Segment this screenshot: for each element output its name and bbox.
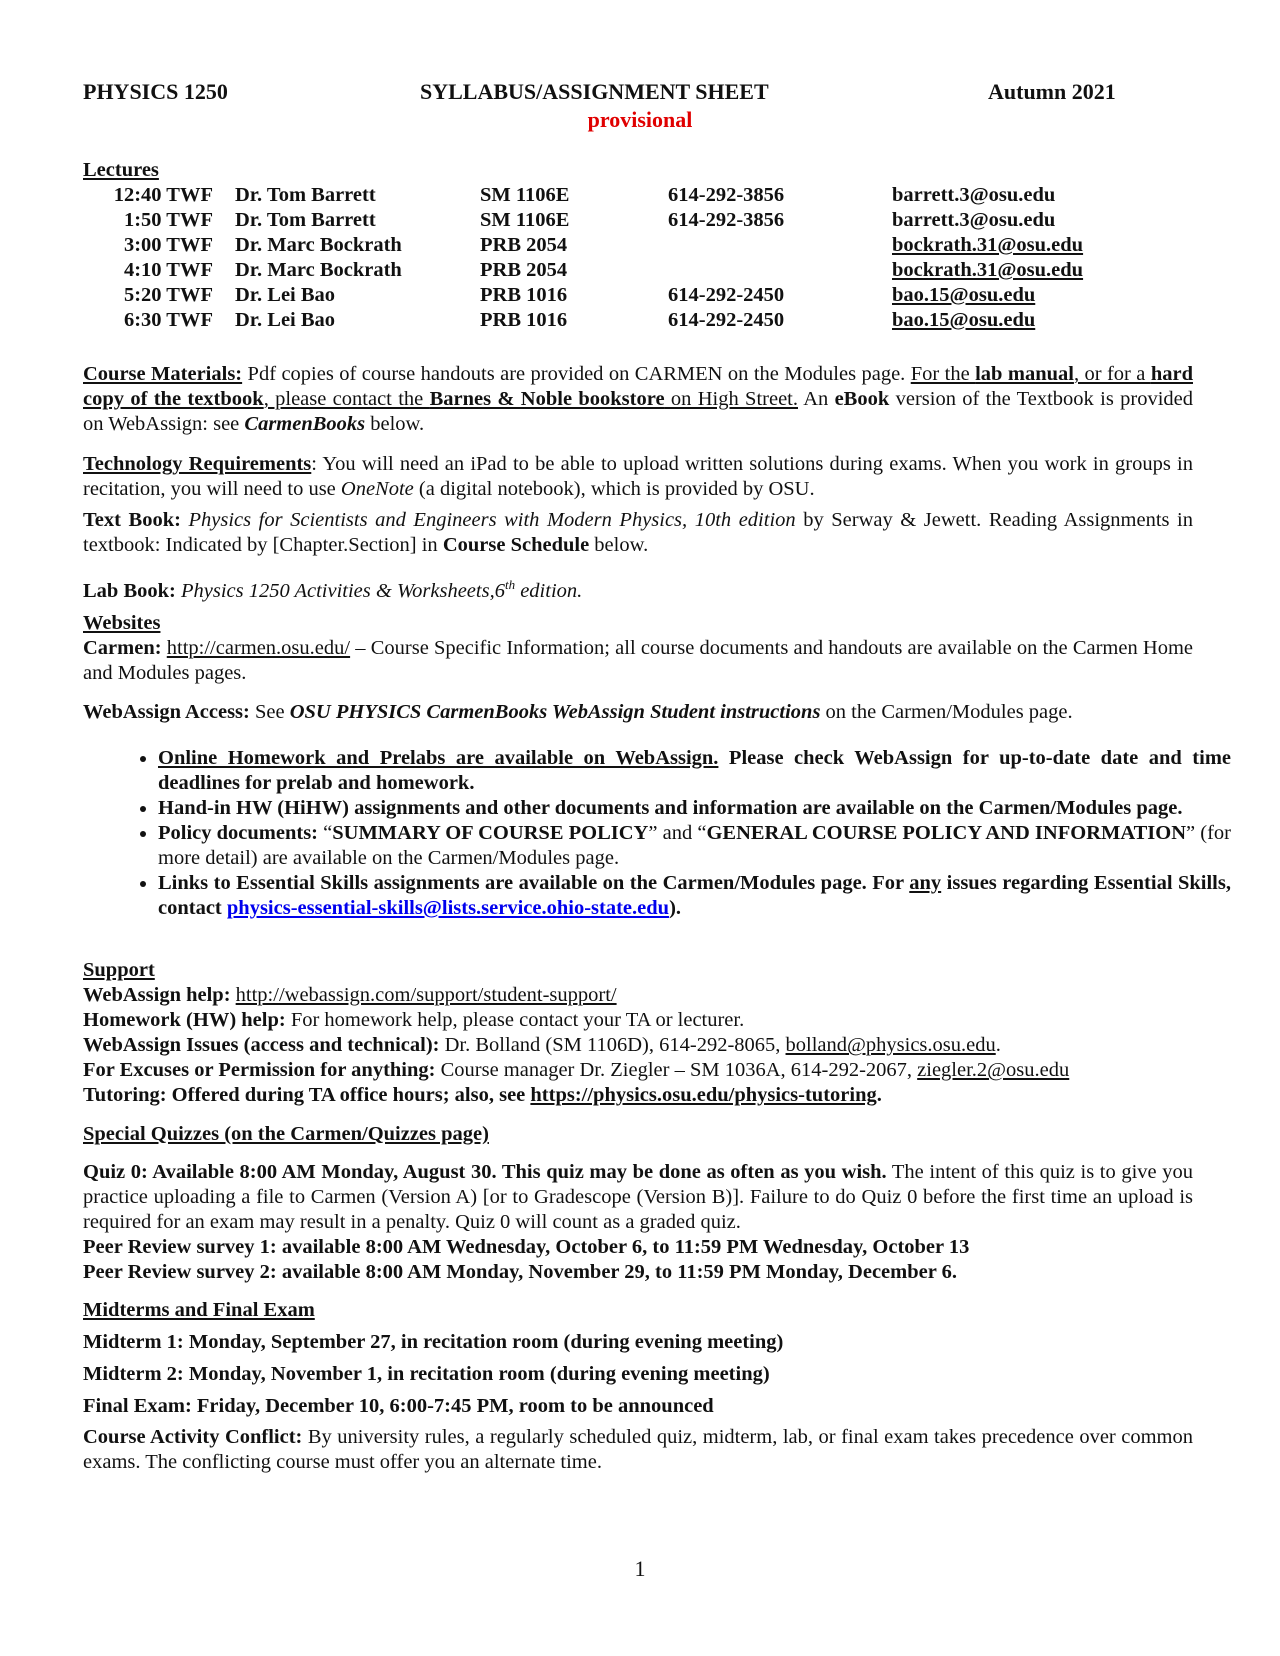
lecture-email[interactable]: bao.15@osu.edu	[892, 284, 1036, 306]
tutoring-link[interactable]: https://physics.osu.edu/physics-tutoring	[530, 1084, 877, 1106]
tutoring: Tutoring: Offered during TA office hours; also, see https://physics.osu.edu/physics-tutoring.	[83, 1084, 882, 1106]
course-code: PHYSICS 1250	[83, 79, 228, 104]
list-item: • Hand-in HW (HiHW) assignments and other documents and information are available on the Carmen/Modules page.	[158, 796, 1231, 821]
lecture-instructor: Dr. Tom Barrett	[235, 184, 376, 206]
lecture-instructor: Dr. Lei Bao	[235, 284, 336, 306]
lecture-time: 3:00 TWF	[123, 234, 213, 256]
lecture-instructor: Dr. Marc Bockrath	[235, 259, 402, 281]
bolland-email-link[interactable]: bolland@physics.osu.edu	[785, 1034, 996, 1056]
bookstore-note: For the lab manual, or for a hard copy of the textbook, please contact the Barnes & Noble bookstore on High Street.	[83, 363, 1193, 410]
list-item: • Policy documents: “SUMMARY OF COURSE POLICY” and “GENERAL COURSE POLICY AND INFORMATION” (for more detail) are available on the Carmen/Modules page.	[158, 821, 1231, 871]
lecture-row	[83, 183, 1102, 208]
lecture-email[interactable]: barrett.3@osu.edu	[892, 209, 1056, 231]
lecture-time: 5:20 TWF	[123, 284, 213, 306]
lecture-email[interactable]: bockrath.31@osu.edu	[892, 234, 1084, 256]
websites-heading: Websites	[83, 612, 161, 634]
lecture-room: PRB 2054	[480, 234, 568, 256]
course-activity-conflict: Course Activity Conflict: By university rules, a regularly scheduled quiz, midterm, lab, or final exam takes precedence over common exams. The conflicting course must offer you an alternate time.	[83, 1426, 1193, 1473]
excuses-permission: For Excuses or Permission for anything: Course manager Dr. Ziegler – SM 1036A, 614-292-2067, ziegler.2@osu.edu	[83, 1059, 1070, 1081]
final-exam: Final Exam: Friday, December 10, 6:00-7:45 PM, room to be announced	[83, 1395, 714, 1417]
lecture-row	[83, 283, 1102, 308]
carmen-link[interactable]: http://carmen.osu.edu/	[166, 637, 351, 659]
support-heading: Support	[83, 959, 155, 981]
essential-skills-email-link[interactable]: physics-essential-skills@lists.service.ohio-state.edu	[226, 897, 670, 919]
midterm-1: Midterm 1: Monday, September 27, in recitation room (during evening meeting)	[83, 1331, 784, 1353]
webassign-support-link[interactable]: http://webassign.com/support/student-support/	[235, 984, 617, 1006]
technology-label: Technology Requirements	[83, 453, 312, 475]
peer-review-1: Peer Review survey 1: available 8:00 AM Wednesday, October 6, to 11:59 PM Wednesday, October 13	[83, 1236, 970, 1258]
exams-heading: Midterms and Final Exam	[83, 1299, 315, 1321]
lecture-row	[83, 208, 1102, 233]
lecture-room: PRB 1016	[480, 309, 568, 331]
lecture-time: 1:50 TWF	[123, 209, 213, 231]
quizzes-heading: Special Quizzes (on the Carmen/Quizzes page)	[83, 1123, 489, 1145]
lectures-heading: Lectures	[83, 159, 159, 181]
lecture-phone: 614-292-2450	[668, 284, 785, 306]
page-number: 1	[634, 1556, 646, 1581]
text-book: Text Book: Physics for Scientists and Engineers with Modern Physics, 10th edition by Serway & Jewett. Reading Assignments in textbook: Indicated by [Chapter.Section] in Course Schedule below.	[83, 509, 1193, 556]
lecture-row	[83, 233, 1102, 258]
technology-requirements: Technology Requirements: You will need an iPad to be able to upload written solutions during exams. When you work in groups in recitation, you will need to use OneNote (a digital notebook), which is provided by OSU.	[83, 453, 1193, 500]
lecture-instructor: Dr. Marc Bockrath	[235, 234, 402, 256]
course-materials-label: Course Materials:	[83, 363, 243, 385]
webassign-help: WebAssign help: http://webassign.com/support/student-support/	[83, 984, 617, 1006]
lecture-phone: 614-292-3856	[668, 209, 785, 231]
lecture-time: 4:10 TWF	[123, 259, 213, 281]
document-title: SYLLABUS/ASSIGNMENT SHEET	[420, 79, 769, 104]
ziegler-email-link[interactable]: ziegler.2@osu.edu	[917, 1059, 1070, 1081]
lecture-room: PRB 1016	[480, 284, 568, 306]
course-materials: Course Materials: Pdf copies of course handouts are provided on CARMEN on the Modules page. For the lab manual, or for a hard copy of the textbook, please contact the Barnes & Noble bookstore on High Street. An eBook version of the Textbook is provided on WebAssign: see CarmenBooks below.	[83, 363, 1193, 435]
quiz-0: Quiz 0: Available 8:00 AM Monday, August 30. This quiz may be done as often as you wish. The intent of this quiz is to give you practice uploading a file to Carmen (Version A) [or to Gradescope (Version B)]. Failure to do Quiz 0 before the first time an upload is required for an exam may result in a penalty. Quiz 0 will count as a graded quiz.	[83, 1161, 1193, 1233]
provisional-label: provisional	[587, 107, 693, 132]
lecture-email[interactable]: bao.15@osu.edu	[892, 309, 1036, 331]
lecture-phone	[668, 233, 892, 258]
webassign-issues: WebAssign Issues (access and technical): Dr. Bolland (SM 1106D), 614-292-8065, bolland@physics.osu.edu.	[83, 1034, 1001, 1056]
lecture-phone: 614-292-2450	[668, 309, 785, 331]
lab-book: Lab Book: Physics 1250 Activities & Worksheets,6th edition.	[83, 577, 583, 602]
lecture-room: SM 1106E	[480, 184, 570, 206]
lecture-phone: 614-292-3856	[668, 184, 785, 206]
lectures-table	[83, 183, 1102, 333]
lecture-row	[83, 308, 1102, 333]
lecture-room: SM 1106E	[480, 209, 570, 231]
term: Autumn 2021	[988, 79, 1116, 104]
homework-help: Homework (HW) help: For homework help, please contact your TA or lecturer.	[83, 1009, 745, 1031]
lecture-email[interactable]: barrett.3@osu.edu	[892, 184, 1056, 206]
lecture-instructor: Dr. Lei Bao	[235, 309, 336, 331]
webassign-access: WebAssign Access: See OSU PHYSICS CarmenBooks WebAssign Student instructions on the Carmen/Modules page.	[83, 701, 1073, 723]
text-book-label: Text Book:	[83, 509, 181, 531]
list-item: • Links to Essential Skills assignments are available on the Carmen/Modules page. For any issues regarding Essential Skills, contact physics-essential-skills@lists.service.ohio-state.edu).	[158, 871, 1231, 921]
lecture-instructor: Dr. Tom Barrett	[235, 209, 376, 231]
lecture-time: 6:30 TWF	[123, 309, 213, 331]
lecture-email[interactable]: bockrath.31@osu.edu	[892, 259, 1084, 281]
list-item: • Online Homework and Prelabs are available on WebAssign. Please check WebAssign for up-to-date date and time deadlines for prelab and homework.	[158, 746, 1231, 796]
midterm-2: Midterm 2: Monday, November 1, in recitation room (during evening meeting)	[83, 1363, 770, 1385]
peer-review-2: Peer Review survey 2: available 8:00 AM Monday, November 29, to 11:59 PM Monday, December 6.	[83, 1261, 957, 1283]
lab-book-label: Lab Book:	[83, 579, 176, 602]
lecture-row	[83, 258, 1102, 283]
lecture-phone	[668, 258, 892, 283]
carmen-info: Carmen: http://carmen.osu.edu/ – Course Specific Information; all course documents and handouts are available on the Carmen Home and Modules pages.	[83, 637, 1194, 684]
resources-list	[120, 746, 1231, 921]
lecture-room: PRB 2054	[480, 259, 568, 281]
lecture-time: 12:40 TWF	[113, 184, 213, 206]
